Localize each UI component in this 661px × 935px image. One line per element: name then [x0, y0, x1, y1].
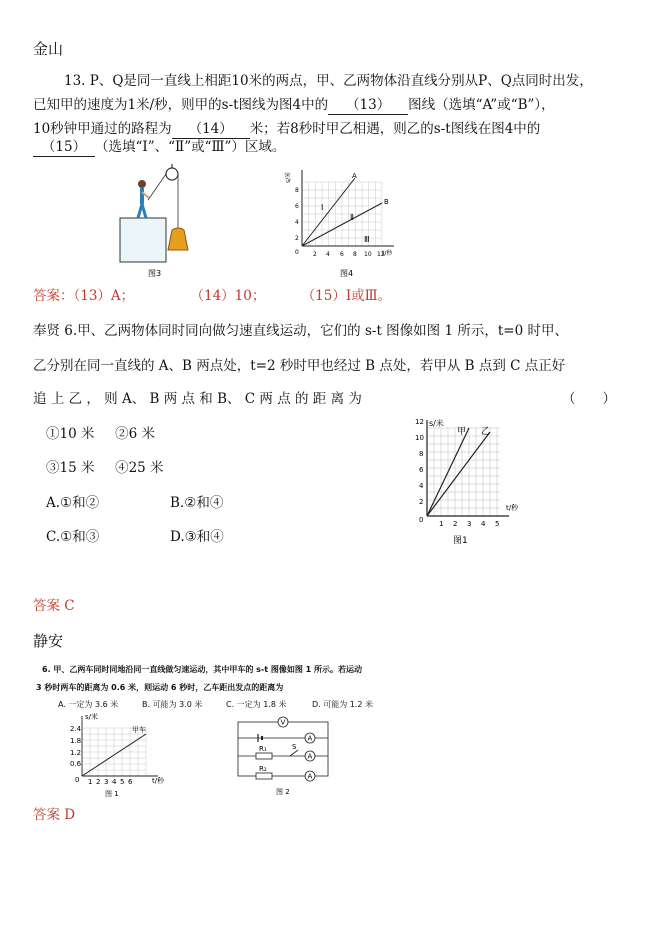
series-label-jia-che: 甲车 [132, 726, 146, 734]
line-a-label: A [352, 172, 357, 180]
region-heading-jinshan: 金山 [33, 40, 64, 58]
figure-4-xtick: 2 [313, 251, 317, 258]
jingan-fig2-caption: 图 2 [276, 788, 290, 796]
figure-4-xtick: 12 [377, 251, 385, 258]
jingan-fig1-xlabel: t/秒 [152, 777, 165, 785]
choice-a: A.①和② [46, 495, 100, 511]
question-13-line3 [33, 120, 540, 139]
question-text: P、Q是同一直线上相距10米的两点，甲、乙两物体沿直线分别从P、Q点同时出发， [89, 73, 593, 89]
rope-left [148, 174, 166, 200]
jingan-fig1-xtick: 4 [112, 778, 117, 786]
blank-15: （15） [33, 138, 95, 157]
fengxian-fig1-ytick: 8 [419, 450, 424, 458]
question-text: 10秒钟甲通过的路程为 [33, 121, 172, 137]
fengxian-fig1-xtick: 2 [453, 520, 458, 528]
answer-fengxian: 答案 C [33, 598, 75, 614]
jingan-figure-2-circuit [228, 712, 338, 798]
option-4: ④25 米 [115, 460, 164, 476]
voltmeter-label: V [280, 718, 286, 727]
ammeter-label: A [307, 734, 313, 743]
jingan-choice-a: A. 一定为 3.6 米 [58, 700, 119, 709]
answer-jinshan [33, 287, 391, 305]
label-r1: R₁ [259, 745, 267, 753]
label-switch: S [292, 743, 297, 751]
ammeter-label: A [307, 772, 313, 781]
answer-parentheses: （ ） [562, 391, 616, 407]
figure-4-xtick: 6 [340, 251, 344, 258]
question-13-line2 [33, 96, 555, 115]
pulley-wheel [166, 168, 178, 180]
question-fengxian-line3: 追 上 乙 ， 则 A、 B 两 点 和 B、 C 两 点 的 距 离 为 [33, 391, 362, 407]
line-b-label: B [384, 198, 389, 206]
fengxian-fig1-xtick: 1 [439, 520, 444, 528]
figure-4-xtick: 8 [353, 251, 357, 258]
figure-4-xtick: 4 [326, 251, 330, 258]
question-text: 图线（选填“A”或“B”）， [408, 97, 555, 113]
fengxian-fig1-ylabel: s/米 [429, 419, 444, 428]
jingan-fig1-ytick: 1.2 [70, 749, 82, 757]
question-jingan-line2: 3 秒时两车的距离为 0.6 米，则运动 6 秒时，乙车距出发点的距离为 [36, 683, 284, 692]
fengxian-fig1-caption: 图1 [453, 536, 468, 546]
jingan-choice-d: D. 可能为 1.2 米 [312, 700, 374, 709]
jingan-fig1-ytick: 1.8 [70, 737, 82, 745]
blank-13: （13） [328, 96, 408, 115]
label-yi: 乙 [481, 427, 491, 437]
jingan-fig1-xtick: 5 [120, 778, 125, 786]
fengxian-fig1-ytick: 4 [419, 482, 424, 490]
figure-4-ytick: 4 [295, 219, 299, 226]
jingan-fig1-caption: 图 1 [105, 790, 119, 798]
jingan-fig1-origin: 0 [75, 776, 80, 784]
question-jingan-line1: 6. 甲、乙两车同时同地沿同一直线做匀速运动，其中甲车的 s-t 图像如图 1 所示。若运动 [42, 665, 363, 674]
fengxian-fig1-ytick: 6 [419, 466, 424, 474]
question-fengxian-line1: 奉贤 6.甲、乙两物体同时同向做匀速直线运动，它们的 s-t 图像如图 1 所示，t=0 时甲、 [33, 323, 568, 339]
choice-d: D.③和④ [170, 529, 224, 545]
answer-13: （13）A； [73, 288, 135, 304]
jingan-fig1-xtick: 1 [88, 778, 93, 786]
figure-4-xlabel: t/秒 [382, 250, 393, 257]
fengxian-fig1-origin: 0 [419, 516, 424, 524]
label-jia: 甲 [457, 427, 467, 437]
platform-box [120, 218, 166, 262]
jingan-fig1-xtick: 3 [104, 778, 109, 786]
person-head [138, 180, 146, 188]
option-2: ②6 米 [115, 426, 155, 442]
figure-4-ytick: 6 [295, 203, 299, 210]
figure-4-origin: 0 [295, 249, 299, 256]
answer-14: （14）10； [190, 288, 266, 304]
fengxian-fig1-xlabel: t/秒 [506, 504, 519, 512]
ammeter-label: A [307, 752, 313, 761]
resistor-r1 [256, 753, 272, 759]
question-number: 13. [64, 73, 86, 89]
fengxian-fig1-xtick: 4 [481, 520, 486, 528]
figure-3-pulley [112, 160, 202, 280]
line-yi [427, 432, 490, 516]
figure-4-ytick: 8 [295, 187, 299, 194]
region-heading-jingan: 静安 [33, 632, 64, 650]
fengxian-fig1-xtick: 3 [467, 520, 472, 528]
label-r2: R₂ [259, 765, 267, 773]
figure-4-caption: 图4 [340, 269, 354, 278]
circuit-wires [238, 722, 328, 776]
choice-c: C.①和③ [46, 529, 100, 545]
region-label-3: Ⅲ [364, 235, 370, 244]
option-1: ①10 米 [46, 426, 95, 442]
jingan-choice-b: B. 可能为 3.0 米 [142, 700, 203, 709]
option-3: ③15 米 [46, 460, 95, 476]
jingan-fig1-ylabel: s/米 [85, 713, 99, 721]
option-row-2 [46, 459, 164, 477]
bell-weight [168, 228, 188, 250]
fengxian-fig1-ytick: 2 [419, 498, 424, 506]
answer-label: 答案： [33, 288, 74, 304]
question-text: 米；若8秒时甲乙相遇，则乙的s-t图线在图4中的 [249, 121, 541, 137]
figure-4-xtick: 10 [364, 251, 372, 258]
fengxian-figure-1 [405, 410, 530, 550]
option-row-1 [46, 425, 155, 443]
jingan-choice-c: C. 一定为 1.8 米 [226, 700, 287, 709]
jingan-fig1-ytick: 0.6 [70, 760, 82, 768]
jingan-fig1-xtick: 6 [128, 778, 133, 786]
fengxian-fig1-xtick: 5 [495, 520, 500, 528]
question-13-line1 [64, 72, 593, 90]
fengxian-fig1-ytick: 12 [415, 418, 424, 426]
region-label-1: Ⅰ [321, 203, 324, 212]
figure-4-grid [302, 182, 382, 246]
question-13-line4 [33, 138, 285, 157]
figure-4-ytick: 2 [295, 235, 299, 242]
question-text: （选填“Ⅰ”、“Ⅱ”或“Ⅲ”）区域。 [95, 139, 286, 155]
figure-4-st-graph [282, 160, 402, 280]
blank-14: （14） [172, 120, 250, 139]
answer-jingan: 答案 D [33, 807, 76, 823]
jingan-fig1-ytick: 2.4 [70, 725, 82, 733]
figure-3-caption: 图3 [148, 269, 162, 278]
fengxian-fig1-grid [427, 428, 500, 516]
choice-b: B.②和④ [170, 495, 224, 511]
region-label-2: Ⅱ [350, 213, 354, 222]
jingan-fig1-grid [82, 728, 146, 776]
resistor-r2 [256, 773, 272, 779]
figure-4-ylabel: s/米 [285, 171, 292, 183]
fengxian-fig1-ytick: 10 [415, 434, 424, 442]
question-text: 已知甲的速度为1米/秒，则甲的s-t图线为图4中的 [33, 97, 329, 113]
jingan-fig1-xtick: 2 [96, 778, 101, 786]
answer-15: （15）Ⅰ或Ⅲ。 [301, 288, 392, 304]
question-fengxian-line2: 乙分别在同一直线的 A、B 两点处，t=2 秒时甲也经过 B 点处，若甲从 B 点到 C 点正好 [33, 358, 566, 374]
jingan-figure-1 [60, 708, 175, 798]
